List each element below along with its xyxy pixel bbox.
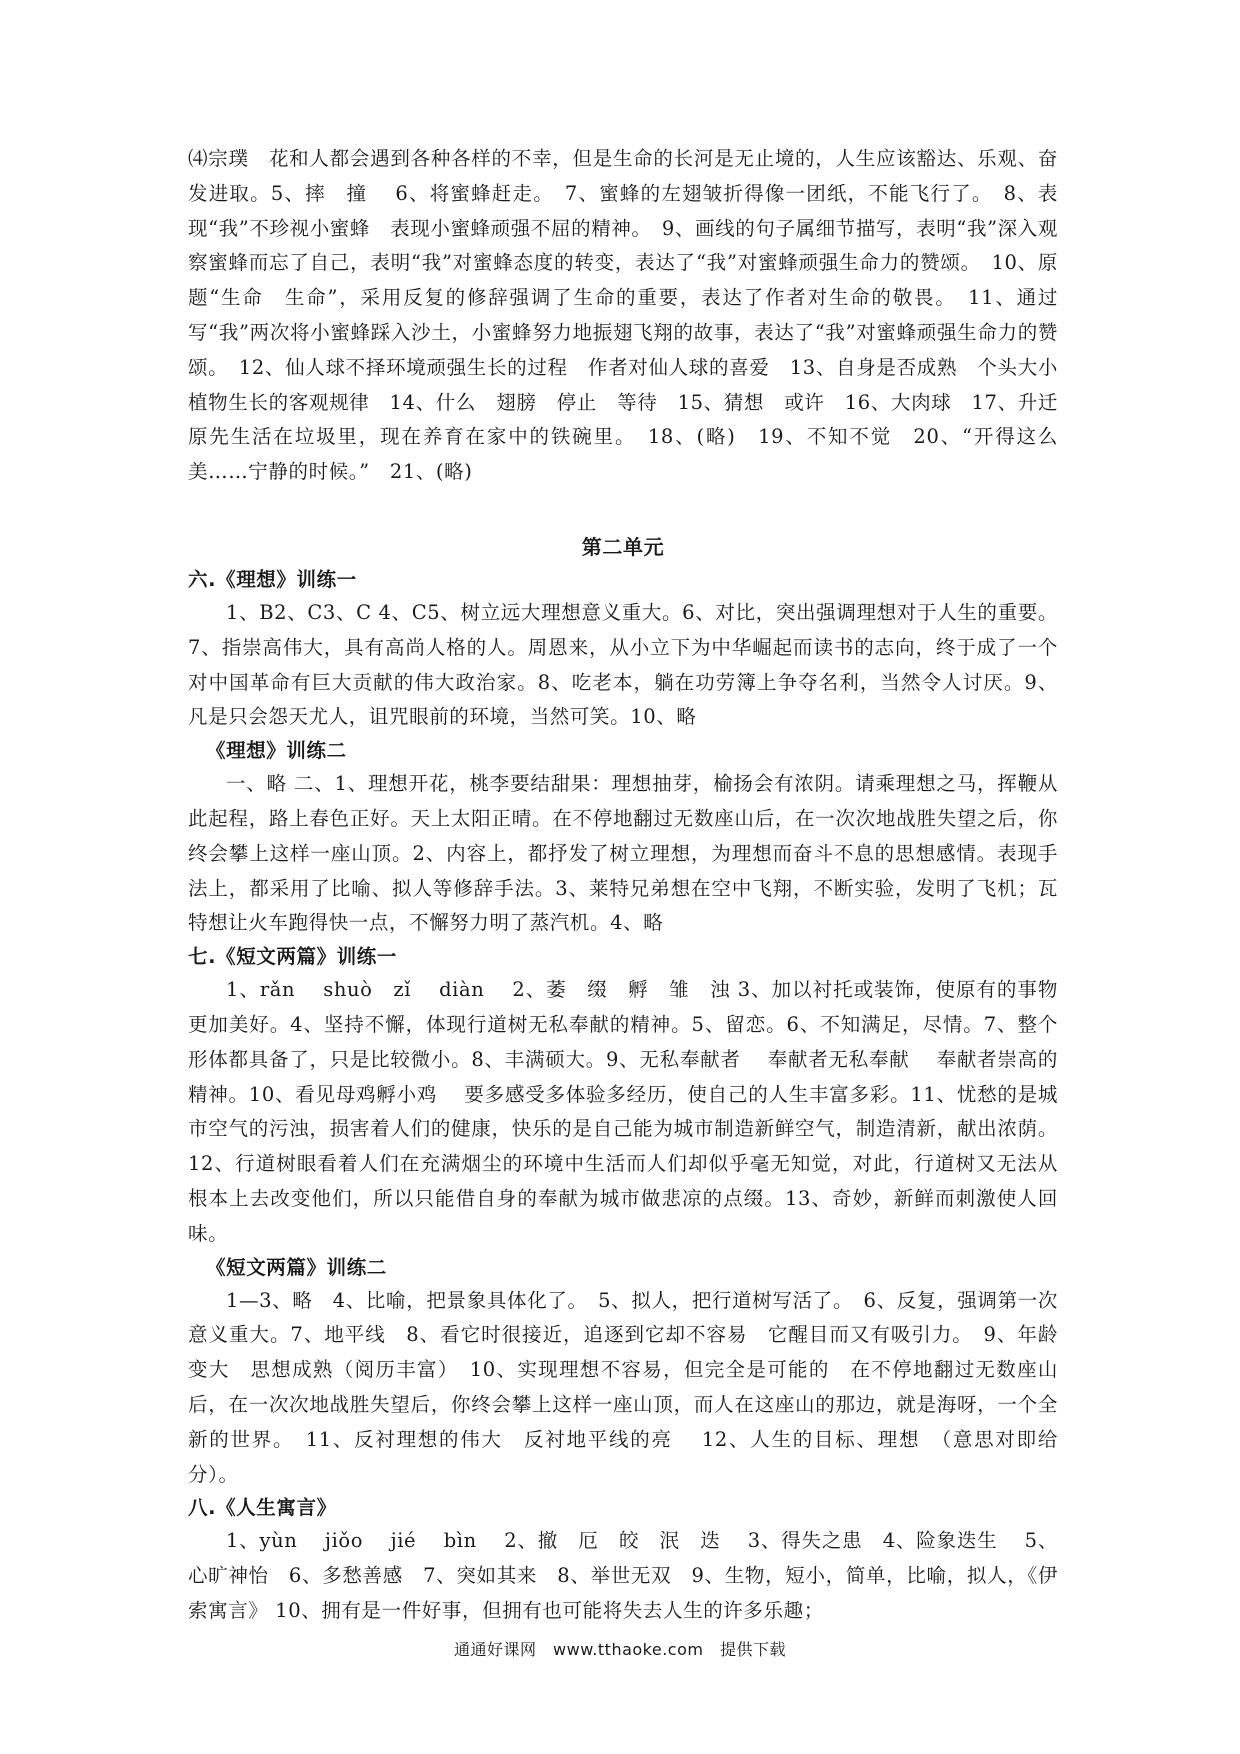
section-duanwen-1 bbox=[188, 941, 1058, 1251]
section-heading: 七.《短文两篇》训练一 bbox=[188, 945, 398, 969]
section-heading: 《理想》训练二 bbox=[206, 739, 347, 763]
section-heading: 八.《人生寓言》 bbox=[188, 1496, 337, 1520]
section-answers: 1、yùn jiǒo jié bìn 2、撤 厄 皎 泯 迭 3、得失之患 4、险象迭生 5、心旷神怡 6、多愁善感 7、突如其来 8、举世无双 9、生物，短小，简单，比喻，拟人，《伊索寓言》 10、拥有是一件好事，但拥有也可能将失去人生的许多乐趣； bbox=[188, 1529, 1058, 1622]
intro-answers-paragraph: ⑷宗璞 花和人都会遇到各种各样的不幸，但是生命的长河是无止境的，人生应该豁达、乐观、奋发进取。5、摔 撞 6、将蜜蜂赶走。 7、蜜蜂的左翅皱折得像一团纸，不能飞行了。 8、表现“我”不珍视小蜜蜂 表现小蜜蜂顽强不屈的精神。 9、画线的句子属细节描写，表明“我”深入观察蜜蜂而忘了自己，表明“我”对蜜蜂态度的转变，表达了“我”对蜜蜂顽强生命力的赞颂。 10、原题“生命 生命”，采用反复的修辞强调了生命的重要，表达了作者对生命的敬畏。 11、通过写“我”两次将小蜜蜂踩入沙土，小蜜蜂努力地振翅飞翔的故事，表达了“我”对蜜蜂顽强生命力的赞颂。 12、仙人球不择环境顽强生长的过程 作者对仙人球的喜爱 13、自身是否成熟 个头大小植物生长的客观规律 14、什么 翅膀 停止 等待 15、猜想 或许 16、大肉球 17、升迁 原先生活在垃圾里，现在养育在家中的铁碗里。 18、(略) 19、不知不觉 20、“开得这么美……宁静的时候。” 21、(略) bbox=[188, 147, 1079, 484]
section-answers: 1—3、略 4、比喻，把景象具体化了。 5、拟人，把行道树写活了。 6、反复，强调第一次意义重大。7、地平线 8、看它时很接近，追逐到它却不容易 它醒目而又有吸引力。 9、年龄变大 思想成熟（阅历丰富） 10、实现理想不容易，但完全是可能的 在不停地翻过无数座山后，在一次次地战胜失望后，你终会攀上这样一座山顶，而人在这座山的那边，就是海呀，一个全新的世界。 11、反衬理想的伟大 反衬地平线的亮 12、人生的目标、理想 （意思对即给分）。 bbox=[188, 1288, 1058, 1486]
unit-title: 第二单元 bbox=[581, 534, 665, 559]
page-footer: 通通好课网 www.tthaoke.com 提供下载 bbox=[454, 1640, 786, 1659]
section-lixiang-2 bbox=[188, 735, 1058, 941]
section-answers: 1、B2、C3、C 4、C5、树立远大理想意义重大。6、对比，突出强调理想对于人生的重要。7、指崇高伟大，具有高尚人格的人。周恩来，从小立下为中华崛起而读书的志向，终于成了一个对中国革命有巨大贡献的伟大政治家。8、吃老本，躺在功劳簿上争夺名利，当然令人讨厌。9、凡是只会怨天尤人，诅咒眼前的环境，当然可笑。10、略 bbox=[188, 600, 1058, 729]
section-lixiang-1 bbox=[188, 564, 1058, 735]
section-heading: 《短文两篇》训练二 bbox=[206, 1255, 387, 1279]
section-heading: 六.《理想》训练一 bbox=[188, 567, 357, 591]
section-duanwen-2 bbox=[188, 1252, 1058, 1493]
section-rensheng-yuyan bbox=[188, 1492, 1058, 1628]
section-answers: 一、略 二、1、理想开花，桃李要结甜果：理想抽芽，榆扬会有浓阴。请乘理想之马，挥鞭从此起程，路上春色正好。天上太阳正晴。在不停地翻过无数座山后，在一次次地战胜失望之后，你终会攀上这样一座山顶。2、内容上，都抒发了树立理想，为理想而奋斗不息的思想感情。表现手法上，都采用了比喻、拟人等修辞手法。3、莱特兄弟想在空中飞翔，不断实验，发明了飞机；瓦特想让火车跑得快一点，不懈努力明了蒸汽机。4、略 bbox=[188, 772, 1058, 935]
document-body bbox=[188, 142, 1079, 1629]
section-answers: 1、rǎn shuò zǐ diàn 2、萎 缀 孵 雏 浊 3、加以衬托或装饰，使原有的事物更加美好。4、坚持不懈，体现行道树无私奉献的精神。5、留恋。6、不知满足，尽情。7、整个形体都具备了，只是比较微小。8、丰满硕大。9、无私奉献者 奉献者无私奉献 奉献者崇高的精神。10、看见母鸡孵小鸡 要多感受多体验多经历，使自己的人生丰富多彩。11、忧愁的是城市空气的污浊，损害着人们的健康，快乐的是自己能为城市制造新鲜空气，制造清新，献出浓荫。12、行道树眼看着人们在充满烟尘的环境中生活而人们却似乎毫无知觉，对此，行道树又无法从根本上去改变他们，所以只能借自身的奉献为城市做悲凉的点缀。13、奇妙，新鲜而刺激使人回味。 bbox=[188, 978, 1058, 1245]
